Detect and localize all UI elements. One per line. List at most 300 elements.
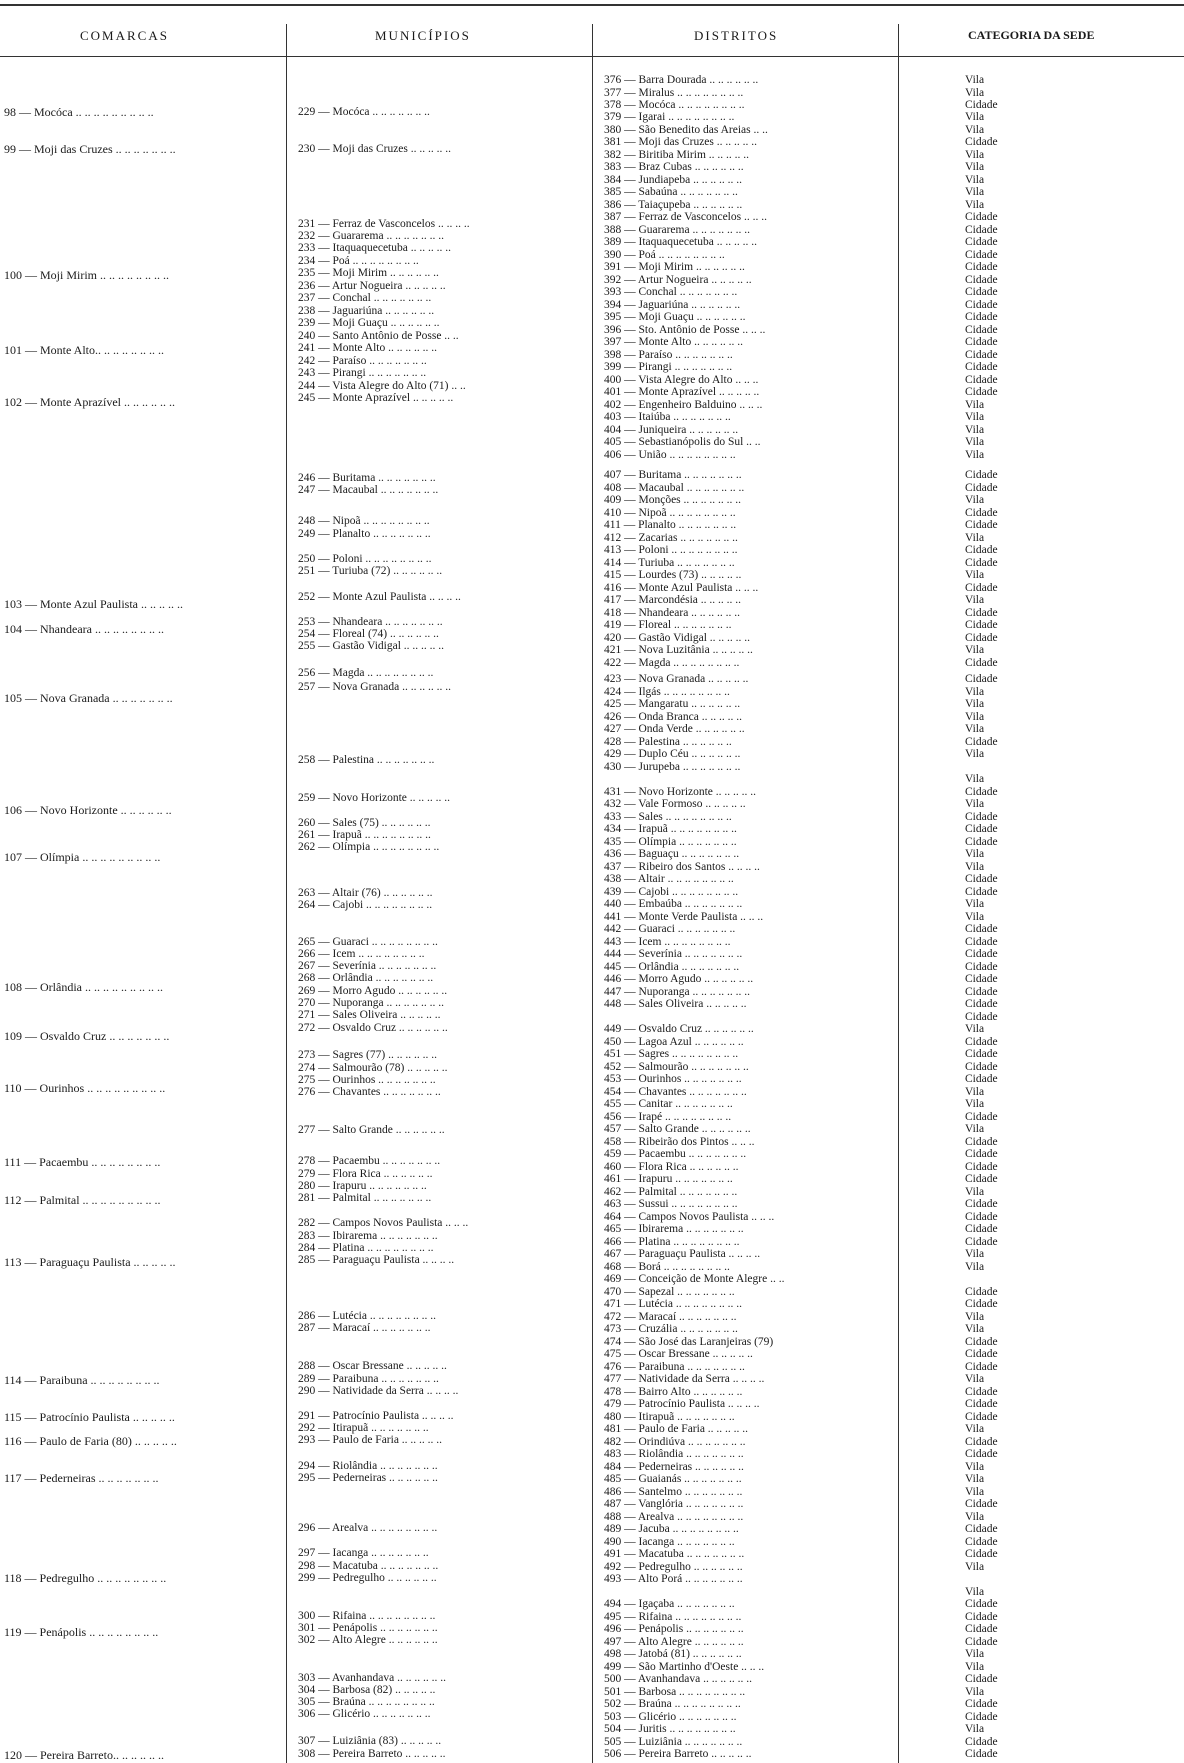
categoria-entry: Cidade — [965, 1636, 998, 1648]
comarca-entry: 101 — Monte Alto.. .. .. .. .. .. .. .. — [4, 343, 165, 357]
distrito-entry: 430 — Jurupeba .. .. .. .. .. .. .. — [604, 761, 741, 773]
distrito-entry: 384 — Jundiapeba .. .. .. .. .. .. — [604, 174, 742, 186]
categoria-entry: Cidade — [965, 736, 998, 748]
distrito-entry: 379 — Igarai .. .. .. .. .. .. .. .. — [604, 111, 735, 123]
categoria-entry: Vila — [965, 111, 985, 123]
distrito-entry: 450 — Lagoa Azul .. .. .. .. .. .. — [604, 1036, 744, 1048]
categoria-entry: Cidade — [965, 657, 998, 669]
municipio-entry: 293 — Paulo de Faria .. .. .. .. .. — [298, 1434, 443, 1446]
categoria-entry: Cidade — [965, 1536, 998, 1548]
categoria-entry: Vila — [965, 87, 985, 99]
distrito-entry: 479 — Patrocínio Paulista .. .. .. .. — [604, 1398, 760, 1410]
distrito-entry: 452 — Salmourão .. .. .. .. .. .. .. — [604, 1061, 749, 1073]
categoria-entry: Vila — [965, 723, 985, 735]
column-divider-3 — [898, 24, 899, 1763]
distrito-entry: 478 — Bairro Alto .. .. .. .. .. .. — [604, 1386, 743, 1398]
categoria-entry: Cidade — [965, 1198, 998, 1210]
distrito-entry: 486 — Santelmo .. .. .. .. .. .. .. — [604, 1486, 743, 1498]
distrito-entry: 474 — São José das Laranjeiras (79) — [604, 1336, 774, 1348]
municipio-entry: 277 — Salto Grande .. .. .. .. .. .. — [298, 1124, 445, 1136]
distrito-entry: 387 — Ferraz de Vasconcelos .. .. .. — [604, 211, 767, 223]
distrito-entry: 388 — Guararema .. .. .. .. .. .. .. — [604, 224, 750, 236]
categoria-entry: Vila — [965, 773, 985, 785]
distrito-entry: 429 — Duplo Céu .. .. .. .. .. .. — [604, 748, 741, 760]
distrito-entry: 493 — Alto Porá .. .. .. .. .. .. .. — [604, 1573, 743, 1585]
distrito-entry: 438 — Altair .. .. .. .. .. .. .. .. — [604, 873, 734, 885]
distrito-entry: 500 — Avanhandava .. .. .. .. .. .. — [604, 1673, 752, 1685]
categoria-entry: Cidade — [965, 1598, 998, 1610]
categoria-entry: Cidade — [965, 961, 998, 973]
municipio-entry: 267 — Severínia .. .. .. .. .. .. .. — [298, 960, 437, 972]
categoria-entry: Cidade — [965, 249, 998, 261]
distrito-entry: 396 — Sto. Antônio de Posse .. .. .. — [604, 324, 766, 336]
categoria-entry: Cidade — [965, 823, 998, 835]
categoria-entry: Vila — [965, 644, 985, 656]
municipio-entry: 235 — Moji Mirim .. .. .. .. .. .. — [298, 267, 439, 279]
municipio-entry: 230 — Moji das Cruzes .. .. .. .. .. — [298, 143, 452, 155]
distrito-entry: 397 — Monte Alto .. .. .. .. .. .. — [604, 336, 743, 348]
categoria-entry: Cidade — [965, 1111, 998, 1123]
distrito-entry: 444 — Severínia .. .. .. .. .. .. .. — [604, 948, 743, 960]
distrito-entry: 459 — Pacaembu .. .. .. .. .. .. .. — [604, 1148, 747, 1160]
categoria-entry: Cidade — [965, 386, 998, 398]
header-distritos: DISTRITOS — [694, 28, 779, 43]
municipio-entry: 282 — Campos Novos Paulista .. .. .. — [298, 1217, 469, 1229]
comarca-entry: 108 — Orlândia .. .. .. .. .. .. .. .. .. — [4, 980, 163, 994]
municipio-entry: 289 — Paraibuna .. .. .. .. .. .. .. — [298, 1373, 439, 1385]
distrito-entry: 383 — Braz Cubas .. .. .. .. .. .. — [604, 161, 744, 173]
categoria-entry: Cidade — [965, 1398, 998, 1410]
distrito-entry: 456 — Irapé .. .. .. .. .. .. .. .. — [604, 1111, 732, 1123]
categoria-entry: Vila — [965, 411, 985, 423]
distrito-entry: 504 — Juritis .. .. .. .. .. .. .. .. — [604, 1723, 736, 1735]
categoria-entry: Cidade — [965, 1061, 998, 1073]
municipio-entry: 272 — Osvaldo Cruz .. .. .. .. .. .. — [298, 1022, 448, 1034]
distrito-entry: 491 — Macatuba .. .. .. .. .. .. .. — [604, 1548, 745, 1560]
distrito-entry: 445 — Orlândia .. .. .. .. .. .. .. — [604, 961, 740, 973]
distrito-entry: 413 — Poloni .. .. .. .. .. .. .. .. — [604, 544, 738, 556]
categoria-entry: Cidade — [965, 1498, 998, 1510]
distrito-entry: 449 — Osvaldo Cruz .. .. .. .. .. .. — [604, 1023, 754, 1035]
municipio-entry: 295 — Pederneiras .. .. .. .. .. .. — [298, 1472, 438, 1484]
municipio-entry: 307 — Luiziânia (83) .. .. .. .. .. — [298, 1735, 442, 1747]
distrito-entry: 440 — Embaúba .. .. .. .. .. .. .. — [604, 898, 743, 910]
municipio-entry: 263 — Altair (76) .. .. .. .. .. .. — [298, 887, 433, 899]
categoria-entry: Cidade — [965, 507, 998, 519]
categoria-entry: Cidade — [965, 673, 998, 685]
distrito-entry: 392 — Artur Nogueira .. .. .. .. .. — [604, 274, 752, 286]
categoria-entry: Vila — [965, 532, 985, 544]
distrito-entry: 393 — Conchal .. .. .. .. .. .. .. — [604, 286, 738, 298]
municipio-entry: 255 — Gastão Vidigal .. .. .. .. .. — [298, 640, 445, 652]
distrito-entry: 405 — Sebastianópolis do Sul .. .. — [604, 436, 761, 448]
municipio-entry: 285 — Paraguaçu Paulista .. .. .. .. — [298, 1254, 455, 1266]
categoria-entry: Vila — [965, 1311, 985, 1323]
distrito-entry: 483 — Riolândia .. .. .. .. .. .. .. — [604, 1448, 744, 1460]
distrito-entry: 501 — Barbosa .. .. .. .. .. .. .. .. — [604, 1686, 746, 1698]
categoria-entry: Cidade — [965, 1611, 998, 1623]
distrito-entry: 469 — Conceição de Monte Alegre .. .. — [604, 1273, 785, 1285]
distrito-entry: 417 — Marcondésia .. .. .. .. .. — [604, 594, 742, 606]
distrito-entry: 475 — Oscar Bressane .. .. .. .. .. — [604, 1348, 753, 1360]
distrito-entry: 416 — Monte Azul Paulista .. .. .. — [604, 582, 759, 594]
municipio-entry: 304 — Barbosa (82) .. .. .. .. .. — [298, 1684, 436, 1696]
header-categoria: CATEGORIA DA SEDE — [968, 28, 1095, 42]
categoria-entry: Cidade — [965, 299, 998, 311]
distrito-entry: 390 — Poá .. .. .. .. .. .. .. .. — [604, 249, 725, 261]
municipio-entry: 305 — Braúna .. .. .. .. .. .. .. .. — [298, 1696, 435, 1708]
municipio-entry: 264 — Cajobi .. .. .. .. .. .. .. .. — [298, 899, 433, 911]
distrito-entry: 380 — São Benedito das Areias .. .. — [604, 124, 768, 136]
distrito-entry: 484 — Pederneiras .. .. .. .. .. .. — [604, 1461, 744, 1473]
distrito-entry: 462 — Palmital .. .. .. .. .. .. .. — [604, 1186, 738, 1198]
categoria-entry: Vila — [965, 911, 985, 923]
comarca-entry: 112 — Palmital .. .. .. .. .. .. .. .. .. — [4, 1193, 161, 1207]
municipio-entry: 269 — Morro Agudo .. .. .. .. .. .. — [298, 985, 448, 997]
municipio-entry: 273 — Sagres (77) .. .. .. .. .. .. — [298, 1049, 437, 1061]
categoria-entry: Cidade — [965, 811, 998, 823]
distrito-entry: 434 — Irapuã .. .. .. .. .. .. .. .. — [604, 823, 737, 835]
categoria-entry: Cidade — [965, 1073, 998, 1085]
distrito-entry: 400 — Vista Alegre do Alto .. .. .. — [604, 374, 759, 386]
municipio-entry: 268 — Orlândia .. .. .. .. .. .. .. — [298, 972, 434, 984]
municipio-entry: 233 — Itaquaquecetuba .. .. .. .. .. — [298, 242, 451, 254]
distrito-entry: 506 — Pereira Barreto .. .. .. .. .. — [604, 1748, 752, 1760]
municipio-entry: 302 — Alto Alegre .. .. .. .. .. .. — [298, 1634, 438, 1646]
comarca-entry: 107 — Olímpia .. .. .. .. .. .. .. .. .. — [4, 850, 161, 864]
distrito-entry: 419 — Floreal .. .. .. .. .. .. .. — [604, 619, 732, 631]
municipio-entry: 306 — Glicério .. .. .. .. .. .. .. — [298, 1708, 431, 1720]
categoria-entry: Cidade — [965, 986, 998, 998]
municipio-entry: 251 — Turiuba (72) .. .. .. .. .. .. — [298, 565, 443, 577]
municipio-entry: 232 — Guararema .. .. .. .. .. .. .. — [298, 230, 444, 242]
categoria-entry: Cidade — [965, 607, 998, 619]
municipio-entry: 257 — Nova Granada .. .. .. .. .. .. — [298, 681, 451, 693]
categoria-entry: Cidade — [965, 311, 998, 323]
categoria-entry: Vila — [965, 174, 985, 186]
municipio-entry: 265 — Guaraci .. .. .. .. .. .. .. .. — [298, 936, 438, 948]
comarca-entry: 119 — Penápolis .. .. .. .. .. .. .. .. — [4, 1625, 159, 1639]
distrito-entry: 424 — Ilgás .. .. .. .. .. .. .. .. — [604, 686, 730, 698]
distrito-entry: 482 — Orindiúva .. .. .. .. .. .. .. — [604, 1436, 746, 1448]
column-divider-1 — [286, 24, 287, 1763]
distrito-entry: 477 — Natividade da Serra .. .. .. .. — [604, 1373, 765, 1385]
comarca-entry: 120 — Pereira Barreto.. .. .. .. .. .. — [4, 1748, 164, 1762]
top-rule — [0, 4, 1184, 6]
categoria-entry: Cidade — [965, 236, 998, 248]
distrito-entry: 395 — Moji Guaçu .. .. .. .. .. .. — [604, 311, 746, 323]
municipio-entry: 254 — Floreal (74) .. .. .. .. .. .. — [298, 628, 439, 640]
distrito-entry: 502 — Braúna .. .. .. .. .. .. .. .. — [604, 1698, 741, 1710]
municipio-entry: 287 — Maracaí .. .. .. .. .. .. .. — [298, 1322, 431, 1334]
categoria-entry: Vila — [965, 1486, 985, 1498]
municipio-entry: 298 — Macatuba .. .. .. .. .. .. .. — [298, 1560, 439, 1572]
municipio-entry: 252 — Monte Azul Paulista .. .. .. .. — [298, 591, 461, 603]
distrito-entry: 494 — Igaçaba .. .. .. .. .. .. .. — [604, 1598, 735, 1610]
municipio-entry: 231 — Ferraz de Vasconcelos .. .. .. .. — [298, 218, 470, 230]
categoria-entry: Cidade — [965, 224, 998, 236]
comarca-entry: 98 — Mocóca .. .. .. .. .. .. .. .. .. — [4, 105, 154, 119]
distrito-entry: 441 — Monte Verde Paulista .. .. .. — [604, 911, 764, 923]
municipio-entry: 238 — Jaguariúna .. .. .. .. .. .. — [298, 305, 435, 317]
municipio-entry: 303 — Avanhandava .. .. .. .. .. .. — [298, 1672, 446, 1684]
categoria-entry: Cidade — [965, 1348, 998, 1360]
municipio-entry: 278 — Pacaembu .. .. .. .. .. .. .. — [298, 1155, 441, 1167]
distrito-entry: 488 — Arealva .. .. .. .. .. .. .. .. — [604, 1511, 744, 1523]
categoria-entry: Cidade — [965, 544, 998, 556]
categoria-entry: Cidade — [965, 873, 998, 885]
categoria-entry: Cidade — [965, 349, 998, 361]
municipio-entry: 288 — Oscar Bressane .. .. .. .. .. — [298, 1360, 447, 1372]
municipio-entry: 262 — Olímpia .. .. .. .. .. .. .. .. — [298, 841, 440, 853]
distrito-entry: 420 — Gastão Vidigal .. .. .. .. .. — [604, 632, 751, 644]
categoria-entry: Vila — [965, 1098, 985, 1110]
categoria-entry: Vila — [965, 494, 985, 506]
distrito-entry: 394 — Jaguariúna .. .. .. .. .. .. — [604, 299, 741, 311]
comarca-entry: 114 — Paraibuna .. .. .. .. .. .. .. .. — [4, 1373, 160, 1387]
distrito-entry: 410 — Nipoã .. .. .. .. .. .. .. .. — [604, 507, 736, 519]
categoria-entry: Cidade — [965, 1236, 998, 1248]
categoria-entry: Cidade — [965, 1623, 998, 1635]
municipio-entry: 242 — Paraíso .. .. .. .. .. .. .. — [298, 355, 427, 367]
distrito-entry: 499 — São Martinho d'Oeste .. .. .. — [604, 1661, 765, 1673]
categoria-entry: Vila — [965, 1586, 985, 1598]
distrito-entry: 451 — Sagres .. .. .. .. .. .. .. .. — [604, 1048, 739, 1060]
municipio-entry: 236 — Artur Nogueira .. .. .. .. .. — [298, 280, 446, 292]
municipio-entry: 253 — Nhandeara .. .. .. .. .. .. .. — [298, 616, 443, 628]
categoria-entry: Vila — [965, 861, 985, 873]
categoria-entry: Cidade — [965, 1736, 998, 1748]
categoria-entry: Vila — [965, 199, 985, 211]
municipio-entry: 260 — Sales (75) .. .. .. .. .. .. — [298, 817, 431, 829]
distrito-entry: 460 — Flora Rica .. .. .. .. .. .. — [604, 1161, 739, 1173]
distrito-entry: 503 — Glicério .. .. .. .. .. .. .. — [604, 1711, 737, 1723]
distrito-entry: 454 — Chavantes .. .. .. .. .. .. .. — [604, 1086, 747, 1098]
comarca-entry: 99 — Moji das Cruzes .. .. .. .. .. .. .. — [4, 142, 176, 156]
categoria-entry: Cidade — [965, 1011, 998, 1023]
municipio-entry: 276 — Chavantes .. .. .. .. .. .. .. — [298, 1086, 441, 1098]
distrito-entry: 423 — Nova Granada .. .. .. .. .. — [604, 673, 749, 685]
distrito-entry: 403 — Itaiúba .. .. .. .. .. .. .. — [604, 411, 731, 423]
categoria-entry: Cidade — [965, 632, 998, 644]
categoria-entry: Cidade — [965, 1448, 998, 1460]
categoria-entry: Cidade — [965, 1286, 998, 1298]
municipio-entry: 300 — Rifaina .. .. .. .. .. .. .. .. — [298, 1610, 436, 1622]
categoria-entry: Cidade — [965, 1523, 998, 1535]
categoria-entry: Cidade — [965, 1223, 998, 1235]
distrito-entry: 498 — Jatobá (81) .. .. .. .. .. .. — [604, 1648, 742, 1660]
categoria-entry: Cidade — [965, 948, 998, 960]
categoria-entry: Vila — [965, 698, 985, 710]
municipio-entry: 281 — Palmital .. .. .. .. .. .. .. — [298, 1192, 432, 1204]
municipio-entry: 234 — Poá .. .. .. .. .. .. .. .. — [298, 255, 419, 267]
categoria-entry: Cidade — [965, 923, 998, 935]
categoria-entry: Vila — [965, 1511, 985, 1523]
categoria-entry: Vila — [965, 1661, 985, 1673]
comarca-entry: 102 — Monte Aprazível .. .. .. .. .. .. — [4, 395, 175, 409]
distrito-entry: 470 — Sapezal .. .. .. .. .. .. .. — [604, 1286, 735, 1298]
distrito-entry: 446 — Morro Agudo .. .. .. .. .. .. — [604, 973, 754, 985]
distrito-entry: 465 — Ibirarema .. .. .. .. .. .. .. — [604, 1223, 744, 1235]
categoria-entry: Vila — [965, 1186, 985, 1198]
categoria-entry: Cidade — [965, 973, 998, 985]
municipio-entry: 243 — Pirangi .. .. .. .. .. .. .. — [298, 367, 427, 379]
categoria-entry: Cidade — [965, 274, 998, 286]
municipio-entry: 275 — Ourinhos .. .. .. .. .. .. .. — [298, 1074, 436, 1086]
distrito-entry: 481 — Paulo de Faria .. .. .. .. .. — [604, 1423, 749, 1435]
municipio-entry: 308 — Pereira Barreto .. .. .. .. .. — [298, 1748, 446, 1760]
distrito-entry: 453 — Ourinhos .. .. .. .. .. .. .. — [604, 1073, 742, 1085]
distrito-entry: 377 — Miralus .. .. .. .. .. .. .. .. — [604, 87, 744, 99]
categoria-entry: Vila — [965, 1023, 985, 1035]
municipio-entry: 283 — Ibirarema .. .. .. .. .. .. .. — [298, 1230, 438, 1242]
categoria-entry: Cidade — [965, 211, 998, 223]
distrito-entry: 401 — Monte Aprazível .. .. .. .. .. — [604, 386, 760, 398]
categoria-entry: Cidade — [965, 998, 998, 1010]
categoria-entry: Cidade — [965, 519, 998, 531]
categoria-entry: Cidade — [965, 886, 998, 898]
municipio-entry: 297 — Iacanga .. .. .. .. .. .. .. — [298, 1547, 429, 1559]
distrito-entry: 439 — Cajobi .. .. .. .. .. .. .. .. — [604, 886, 739, 898]
categoria-entry: Vila — [965, 898, 985, 910]
categoria-entry: Vila — [965, 848, 985, 860]
distrito-entry: 455 — Canitar .. .. .. .. .. .. .. — [604, 1098, 733, 1110]
municipio-entry: 229 — Mocóca .. .. .. .. .. .. .. — [298, 106, 430, 118]
categoria-entry: Vila — [965, 161, 985, 173]
distrito-entry: 414 — Turiuba .. .. .. .. .. .. .. — [604, 557, 735, 569]
distrito-entry: 426 — Onda Branca .. .. .. .. .. — [604, 711, 742, 723]
distrito-entry: 399 — Pirangi .. .. .. .. .. .. .. — [604, 361, 733, 373]
categoria-entry: Vila — [965, 594, 985, 606]
distrito-entry: 411 — Planalto .. .. .. .. .. .. .. — [604, 519, 737, 531]
distrito-entry: 433 — Sales .. .. .. .. .. .. .. .. — [604, 811, 732, 823]
comarca-entry: 118 — Pedregulho .. .. .. .. .. .. .. .. — [4, 1571, 167, 1585]
categoria-entry: Cidade — [965, 836, 998, 848]
categoria-entry: Cidade — [965, 1711, 998, 1723]
municipio-entry: 301 — Penápolis .. .. .. .. .. .. .. — [298, 1622, 438, 1634]
categoria-entry: Cidade — [965, 582, 998, 594]
municipio-entry: 247 — Macaubal .. .. .. .. .. .. .. — [298, 484, 439, 496]
distrito-entry: 463 — Sussui .. .. .. .. .. .. .. .. — [604, 1198, 738, 1210]
categoria-entry: Vila — [965, 1261, 985, 1273]
distrito-entry: 418 — Nhandeara .. .. .. .. .. .. — [604, 607, 741, 619]
categoria-entry: Vila — [965, 124, 985, 136]
categoria-entry: Cidade — [965, 1161, 998, 1173]
categoria-entry: Cidade — [965, 1548, 998, 1560]
distrito-entry: 428 — Palestina .. .. .. .. .. .. — [604, 736, 732, 748]
categoria-entry: Cidade — [965, 469, 998, 481]
categoria-entry: Vila — [965, 748, 985, 760]
categoria-entry: Vila — [965, 798, 985, 810]
comarca-entry: 109 — Osvaldo Cruz .. .. .. .. .. .. .. — [4, 1029, 170, 1043]
categoria-entry: Cidade — [965, 1336, 998, 1348]
categoria-entry: Vila — [965, 1686, 985, 1698]
categoria-entry: Cidade — [965, 1148, 998, 1160]
distrito-entry: 386 — Taiaçupeba .. .. .. .. .. .. — [604, 199, 743, 211]
distrito-entry: 496 — Penápolis .. .. .. .. .. .. .. — [604, 1623, 744, 1635]
distrito-entry: 471 — Lutécia .. .. .. .. .. .. .. .. — [604, 1298, 742, 1310]
municipio-entry: 248 — Nipoã .. .. .. .. .. .. .. .. — [298, 515, 430, 527]
distrito-entry: 492 — Pedregulho .. .. .. .. .. .. — [604, 1561, 743, 1573]
distrito-entry: 431 — Novo Horizonte .. .. .. .. .. — [604, 786, 757, 798]
distrito-entry: 421 — Nova Luzitânia .. .. .. .. .. — [604, 644, 753, 656]
categoria-entry: Cidade — [965, 374, 998, 386]
distrito-entry: 407 — Buritama .. .. .. .. .. .. .. — [604, 469, 742, 481]
categoria-entry: Vila — [965, 424, 985, 436]
municipio-entry: 244 — Vista Alegre do Alto (71) .. .. — [298, 380, 466, 392]
distrito-entry: 412 — Zacarias .. .. .. .. .. .. .. — [604, 532, 738, 544]
categoria-entry: Cidade — [965, 1436, 998, 1448]
municipio-entry: 280 — Irapuru .. .. .. .. .. .. .. — [298, 1180, 427, 1192]
municipio-entry: 270 — Nuporanga .. .. .. .. .. .. .. — [298, 997, 444, 1009]
distrito-entry: 489 — Jacuba .. .. .. .. .. .. .. .. — [604, 1523, 739, 1535]
municipio-entry: 261 — Irapuã .. .. .. .. .. .. .. .. — [298, 829, 431, 841]
distrito-entry: 476 — Paraibuna .. .. .. .. .. .. .. — [604, 1361, 745, 1373]
comarca-entry: 115 — Patrocínio Paulista .. .. .. .. .. — [4, 1410, 175, 1424]
distrito-entry: 404 — Juniqueira .. .. .. .. .. .. — [604, 424, 739, 436]
categoria-entry: Vila — [965, 399, 985, 411]
categoria-entry: Cidade — [965, 936, 998, 948]
categoria-entry: Cidade — [965, 286, 998, 298]
comarca-entry: 105 — Nova Granada .. .. .. .. .. .. .. — [4, 691, 173, 705]
municipio-entry: 246 — Buritama .. .. .. .. .. .. .. — [298, 472, 436, 484]
distrito-entry: 442 — Guaraci .. .. .. .. .. .. .. — [604, 923, 736, 935]
header-comarcas: COMARCAS — [80, 28, 169, 43]
distrito-entry: 443 — Icem .. .. .. .. .. .. .. .. — [604, 936, 731, 948]
categoria-entry: Vila — [965, 1461, 985, 1473]
distrito-entry: 473 — Cruzália .. .. .. .. .. .. .. — [604, 1323, 738, 1335]
distrito-entry: 432 — Vale Formoso .. .. .. .. .. — [604, 798, 746, 810]
categoria-entry: Vila — [965, 449, 985, 461]
distrito-entry: 378 — Mocóca .. .. .. .. .. .. .. .. — [604, 99, 745, 111]
categoria-entry: Cidade — [965, 261, 998, 273]
distrito-entry: 437 — Ribeiro dos Santos .. .. .. .. — [604, 861, 760, 873]
categoria-entry: Cidade — [965, 1048, 998, 1060]
comarca-entry: 117 — Pederneiras .. .. .. .. .. .. .. — [4, 1471, 159, 1485]
distrito-entry: 464 — Campos Novos Paulista .. .. .. — [604, 1211, 775, 1223]
distrito-entry: 466 — Platina .. .. .. .. .. .. .. .. — [604, 1236, 740, 1248]
municipio-entry: 292 — Itirapuã .. .. .. .. .. .. .. — [298, 1422, 429, 1434]
distrito-entry: 376 — Barra Dourada .. .. .. .. .. .. — [604, 74, 759, 86]
categoria-entry: Vila — [965, 186, 985, 198]
municipio-entry: 284 — Platina .. .. .. .. .. .. .. .. — [298, 1242, 434, 1254]
distrito-entry: 485 — Guaianás .. .. .. .. .. .. .. — [604, 1473, 742, 1485]
categoria-entry: Vila — [965, 1561, 985, 1573]
categoria-entry: Vila — [965, 1473, 985, 1485]
municipio-entry: 256 — Magda .. .. .. .. .. .. .. .. — [298, 667, 434, 679]
categoria-entry: Cidade — [965, 1298, 998, 1310]
distrito-entry: 382 — Biritiba Mirim .. .. .. .. .. — [604, 149, 750, 161]
categoria-entry: Cidade — [965, 1036, 998, 1048]
categoria-entry: Vila — [965, 1423, 985, 1435]
categoria-entry: Vila — [965, 436, 985, 448]
comarca-entry: 103 — Monte Azul Paulista .. .. .. .. .. — [4, 597, 183, 611]
distrito-entry: 385 — Sabaúna .. .. .. .. .. .. .. — [604, 186, 738, 198]
categoria-entry: Vila — [965, 1086, 985, 1098]
comarca-entry: 111 — Pacaembu .. .. .. .. .. .. .. .. — [4, 1155, 161, 1169]
distrito-entry: 408 — Macaubal .. .. .. .. .. .. .. — [604, 482, 745, 494]
categoria-entry: Vila — [965, 74, 985, 86]
municipio-entry: 290 — Natividade da Serra .. .. .. .. — [298, 1385, 459, 1397]
municipio-entry: 239 — Moji Guaçu .. .. .. .. .. .. — [298, 317, 440, 329]
categoria-entry: Cidade — [965, 336, 998, 348]
categoria-entry: Vila — [965, 569, 985, 581]
distrito-entry: 490 — Iacanga .. .. .. .. .. .. .. — [604, 1536, 735, 1548]
distrito-entry: 389 — Itaquaquecetuba .. .. .. .. .. — [604, 236, 757, 248]
distrito-entry: 472 — Maracaí .. .. .. .. .. .. .. — [604, 1311, 737, 1323]
municipio-entry: 258 — Palestina .. .. .. .. .. .. .. — [298, 754, 435, 766]
categoria-entry: Cidade — [965, 482, 998, 494]
